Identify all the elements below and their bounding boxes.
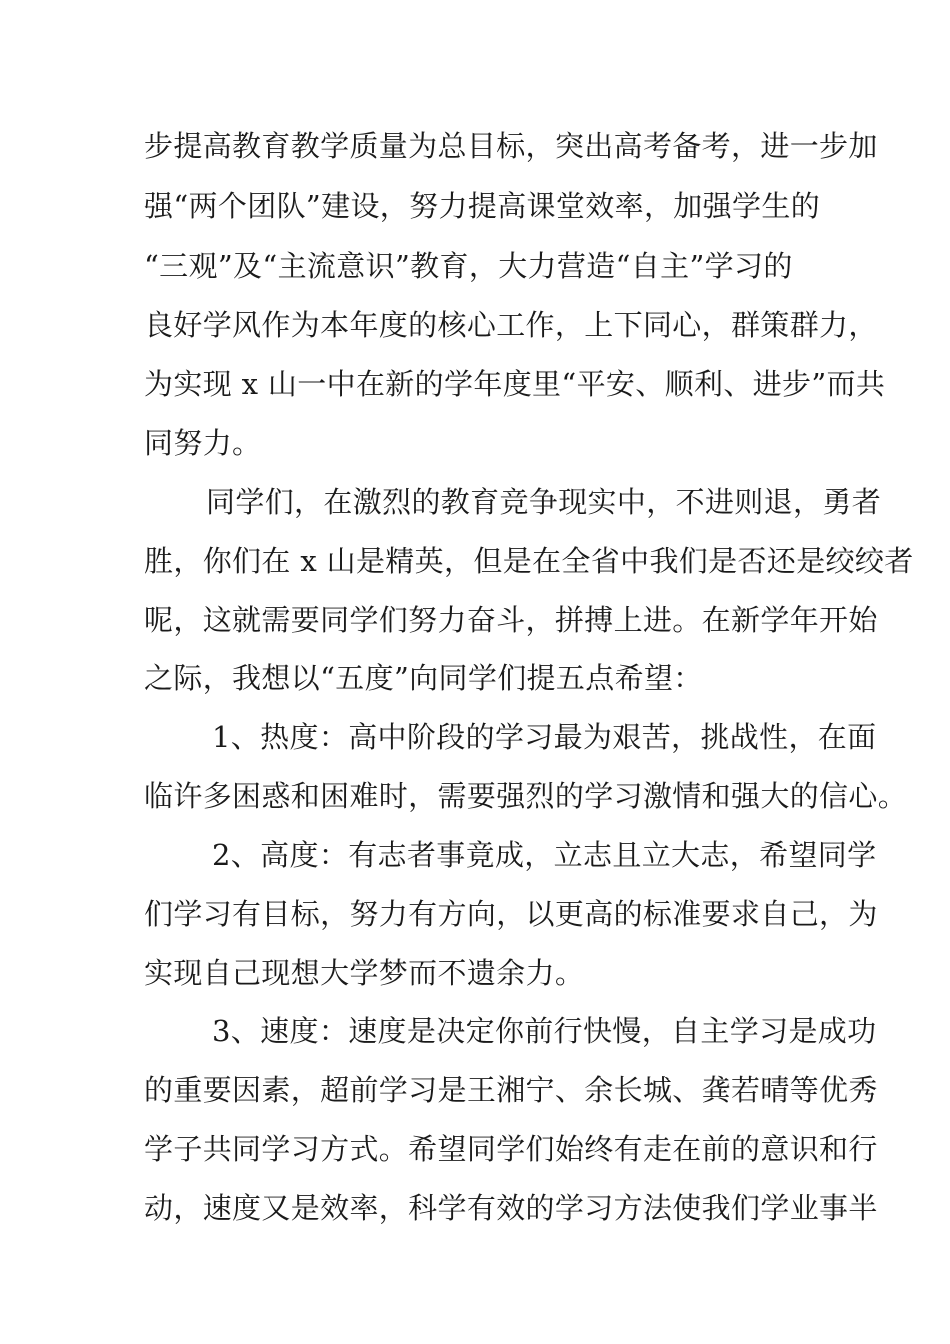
text-line: 强“两个团队”建设，努力提高课堂效率，加强学生的 <box>144 189 821 223</box>
text-line: 胜，你们在 x 山是精英，但是在全省中我们是否还是绞绞者 <box>144 544 914 578</box>
text-line: 为实现 x 山一中在新的学年度里“平安、顺利、进步”而共 <box>144 367 886 401</box>
text-line: 1、热度：高中阶段的学习最为艰苦，挑战性，在面 <box>212 720 877 754</box>
text-line: 实现自己现想大学梦而不遗余力。 <box>144 956 585 990</box>
text-line: 同努力。 <box>144 426 262 460</box>
text-line: 2、高度：有志者事竟成，立志且立大志，希望同学 <box>212 838 877 872</box>
text-line: 临许多困惑和困难时，需要强烈的学习激情和强大的信心。 <box>144 779 908 813</box>
text-line: 良好学风作为本年度的核心工作，上下同心，群策群力， <box>144 308 878 342</box>
text-line: 之际，我想以“五度”向同学们提五点希望： <box>144 661 703 695</box>
text-line: 呢，这就需要同学们努力奋斗，拼搏上进。在新学年开始 <box>144 603 878 637</box>
text-line: “三观”及“主流意识”教育，大力营造“自主”学习的 <box>144 249 793 283</box>
text-line: 同学们，在激烈的教育竞争现实中，不进则退，勇者 <box>206 485 882 519</box>
text-line: 的重要因素，超前学习是王湘宁、余长城、龚若晴等优秀 <box>144 1073 878 1107</box>
text-line: 动，速度又是效率，科学有效的学习方法使我们学业事半 <box>144 1191 878 1225</box>
text-line: 3、速度：速度是决定你前行快慢，自主学习是成功 <box>212 1014 877 1048</box>
text-line: 们学习有目标，努力有方向，以更高的标准要求自己，为 <box>144 897 878 931</box>
text-line: 步提高教育教学质量为总目标，突出高考备考，进一步加 <box>144 129 878 163</box>
text-line: 学子共同学习方式。希望同学们始终有走在前的意识和行 <box>144 1132 878 1166</box>
